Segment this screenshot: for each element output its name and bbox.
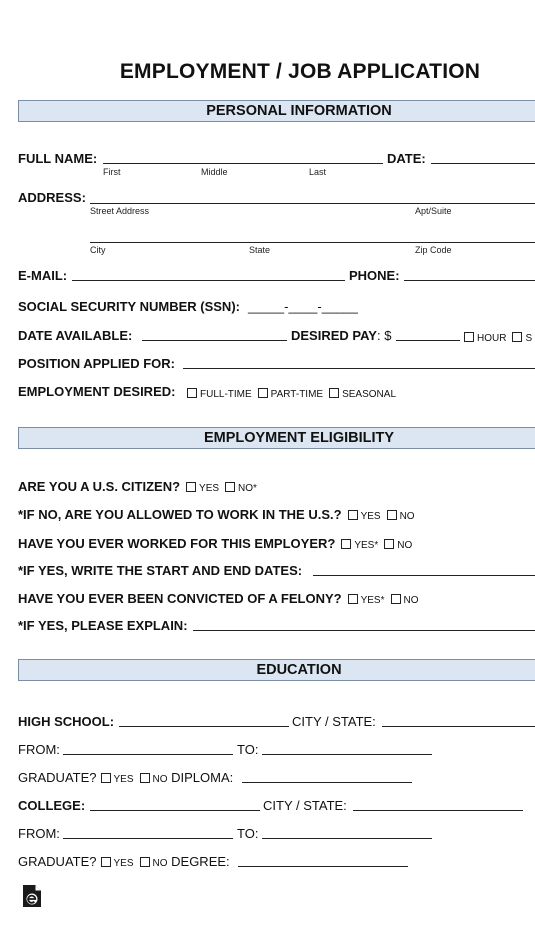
document-e-logo-icon [22,884,42,908]
ssn-label: SOCIAL SECURITY NUMBER (SSN): [18,299,240,314]
explain-field[interactable] [193,630,535,631]
allowed-question: *IF NO, ARE YOU ALLOWED TO WORK IN THE U.S.? YES NO [18,507,415,522]
allowed-yes-checkbox[interactable] [348,510,358,520]
full-name-label: FULL NAME: [18,151,98,166]
state-caption: State [249,245,271,255]
hs-graduate-question: GRADUATE? YES NO DIPLOMA: [18,770,234,785]
felony-question: HAVE YOU EVER BEEN CONVICTED OF A FELONY? YES* NO [18,591,419,606]
city-caption: City [90,245,106,255]
position-field[interactable] [183,368,535,369]
full-time-checkbox[interactable] [187,388,197,398]
dates-label: *IF YES, WRITE THE START AND END DATES: [18,563,303,578]
full-name-field[interactable] [103,163,383,164]
section-header-eligibility: EMPLOYMENT ELIGIBILITY [18,427,535,449]
city-state-zip-field[interactable] [90,242,535,243]
citizen-yes-checkbox[interactable] [186,482,196,492]
dates-field[interactable] [313,575,535,576]
felony-no-checkbox[interactable] [391,594,401,604]
college-city-state-label: CITY / STATE: [263,798,347,813]
college-graduate-no-checkbox[interactable] [140,857,150,867]
college-graduate-yes-checkbox[interactable] [101,857,111,867]
last-caption: Last [309,167,327,177]
section-header-education: EDUCATION [18,659,535,681]
address-label: ADDRESS: [18,190,86,205]
email-field[interactable] [72,280,345,281]
employment-desired-label: EMPLOYMENT DESIRED: [18,384,176,399]
high-school-label: HIGH SCHOOL: [18,714,115,729]
felony-yes-checkbox[interactable] [348,594,358,604]
college-label: COLLEGE: [18,798,86,813]
citizen-no-checkbox[interactable] [225,482,235,492]
college-from-field[interactable] [63,838,233,839]
worked-yes-checkbox[interactable] [341,539,351,549]
diploma-field[interactable] [242,782,412,783]
date-available-label: DATE AVAILABLE: [18,328,133,343]
first-caption: First [103,167,121,177]
part-time-checkbox[interactable] [258,388,268,398]
date-label: DATE: [387,151,426,166]
explain-label: *IF YES, PLEASE EXPLAIN: [18,618,188,633]
hs-from-label: FROM: [18,742,60,757]
street-caption: Street Address [90,206,150,216]
page-title: EMPLOYMENT / JOB APPLICATION [119,60,481,83]
street-address-field[interactable] [90,203,535,204]
zip-caption: Zip Code [415,245,452,255]
middle-caption: Middle [201,167,228,177]
desired-pay-field[interactable] [396,340,460,341]
hs-city-state-field[interactable] [382,726,535,727]
date-available-field[interactable] [142,340,287,341]
date-field[interactable] [431,163,535,164]
pay-period-options: HOUR S [458,328,532,346]
ssn-field[interactable]: _____-____-_____ [248,299,358,314]
high-school-field[interactable] [119,726,289,727]
citizen-question: ARE YOU A U.S. CITIZEN? YES NO* [18,479,257,494]
hs-to-field[interactable] [262,754,432,755]
worked-no-checkbox[interactable] [384,539,394,549]
worked-question: HAVE YOU EVER WORKED FOR THIS EMPLOYER? YES* NO [18,536,413,551]
apt-caption: Apt/Suite [415,206,452,216]
degree-field[interactable] [238,866,408,867]
hs-graduate-no-checkbox[interactable] [140,773,150,783]
college-city-state-field[interactable] [353,810,523,811]
allowed-no-checkbox[interactable] [387,510,397,520]
employment-type-options: FULL-TIME PART-TIME SEASONAL [181,384,396,402]
email-label: E-MAIL: [18,268,68,283]
college-field[interactable] [90,810,260,811]
hour-checkbox[interactable] [464,332,474,342]
phone-label: PHONE: [349,268,400,283]
hs-to-label: TO: [237,742,259,757]
desired-pay-label: DESIRED PAY: $ [291,328,392,343]
college-to-label: TO: [237,826,259,841]
salary-checkbox[interactable] [512,332,522,342]
phone-field[interactable] [404,280,535,281]
position-label: POSITION APPLIED FOR: [18,356,175,371]
college-to-field[interactable] [262,838,432,839]
section-header-personal: PERSONAL INFORMATION [18,100,535,122]
hs-graduate-yes-checkbox[interactable] [101,773,111,783]
seasonal-checkbox[interactable] [329,388,339,398]
hs-from-field[interactable] [63,754,233,755]
college-graduate-question: GRADUATE? YES NO DEGREE: [18,854,230,869]
college-from-label: FROM: [18,826,60,841]
hs-city-state-label: CITY / STATE: [292,714,376,729]
